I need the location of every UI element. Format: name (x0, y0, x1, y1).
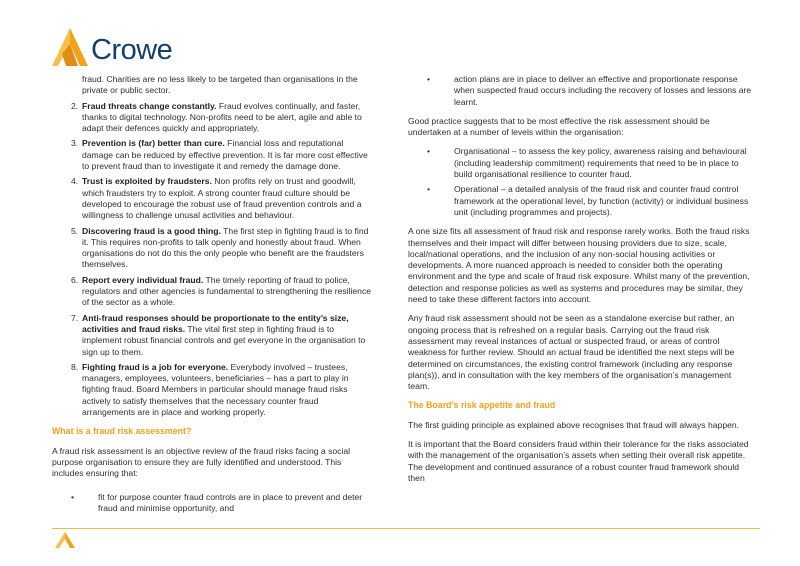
bullet-text: Organisational – to assess the key policy, awareness raising and behavioural (including leadership commitment) requirements that need to be in place to build organisational resilience to counter fraud. (454, 146, 747, 180)
list-item (52, 176, 372, 221)
bullet-icon: • (427, 184, 431, 195)
list-item-bold: Discovering fraud is a good thing. (82, 225, 221, 236)
list-item-text: Financial loss and reputational damage can be reduced by effective prevention. It is far more cost effective to prevent fraud than to investigate it and remedy the damage done. (82, 138, 368, 172)
list-number: 5. (71, 225, 79, 236)
left-column (52, 74, 372, 518)
list-item (52, 275, 372, 309)
list-item-text: Fraud evolves continually, and faster, thanks to digital technology. Non-profits need to be alert, agile and able to adapt their defences quickly and appropriately. (82, 100, 362, 134)
bullet-item (52, 492, 372, 515)
list-item (52, 226, 372, 271)
crowe-triangle-icon (52, 28, 88, 68)
paragraph: A one size fits all assessment of fraud risk and response rarely works. Both the fraud risks themselves and their impact will differ between housing providers due to size, scale, local/national operations, and the inclusion of any non-social housing activities or developments. A more nuanced approach is needed to consider both the operating environment and the type and scale of fraud risk exposure. Whilst many of the prevention, detection and response policies as well as systems and procedures may be similar, they need to take these different factors into account. (408, 226, 750, 305)
bullet-item (408, 184, 754, 218)
list-number: 7. (71, 312, 79, 323)
footer-crowe-icon (55, 532, 75, 548)
list-number: 2. (71, 100, 79, 111)
paragraph: Any fraud risk assessment should not be seen as a standalone exercise but rather, an ongoing process that is refreshed on a regular basis. Carrying out the fraud risk assessment may reveal instances of actual or suspected fraud, or areas of control weakness for further review. Should an actual fraud be identified the next steps will be determined on circumstances, the existing control framework (including any response plan(s)), and in consultation with the key members of the organisation’s management team. (408, 313, 735, 392)
right-column (408, 74, 754, 492)
bullet-text: action plans are in place to deliver an effective and proportionate response when suspected fraud occurs including the recovery of losses and lessons are learnt. (454, 74, 752, 107)
list-item-bold: Report every individual fraud. (82, 274, 204, 285)
list-number: 4. (71, 176, 79, 187)
list-number: 8. (71, 361, 79, 372)
paragraph: It is important that the Board considers fraud within their tolerance for the risks associated with the management of the organisation’s assets when setting their overall risk appetite. The development and continued assurance of a robust counter fraud framework should then (408, 439, 749, 483)
list-item-text: Non profits rely on trust and goodwill, which fraudsters try to exploit. A strong counter fraud culture should be developed to encourage the robust use of fraud prevention controls and a willingness to challenge unusal activities and behaviour. (82, 176, 362, 221)
paragraph: A fraud risk assessment is an objective review of the fraud risks facing a social purpose organisation to ensure they are fully identified and understood. This includes ensuring that: (52, 445, 351, 479)
bullet-item (408, 146, 754, 180)
paragraph: The first guiding principle as explained above recognises that fraud will always happen. (408, 419, 740, 430)
bullet-text: fit for purpose counter fraud controls are in place to prevent and deter fraud and minimise opportunity, and (98, 491, 363, 513)
list-item-text: The vital first step in fighting fraud is to implement robust financial controls and get everyone in the organisation to sign up to them. (82, 323, 366, 357)
list-item-text: The timely reporting of fraud to police, regulators and other agencies is fundamental to strengthening the resilience of the sector as a whole. (82, 274, 372, 308)
bullet-icon: • (427, 146, 431, 157)
footer-divider (52, 528, 760, 529)
bullet-text: Operational – a detailed analysis of the fraud risk and counter fraud control framework at the operational level, by function (activity) or individual business unit (including programmes and projects). (454, 184, 749, 217)
list-item (52, 313, 372, 358)
crowe-logo (58, 32, 208, 74)
bullet-item (408, 74, 754, 108)
list-item-text: The first step in fighting fraud is to find it. This requires non-profits to talk openly and honestly about fraud. When organisations do not do this the only people who benefit are the fraudsters themselves. (82, 225, 369, 270)
bullet-icon: • (427, 74, 431, 84)
list-item (52, 138, 372, 172)
section-heading: The Board’s risk appetite and fraud (408, 400, 556, 411)
list-item-bold: Fraud threats change constantly. (82, 100, 217, 111)
list-item (52, 101, 372, 135)
list-item-text: Everybody involved – trustees, managers, employees, volunteers, beneficiaries – has a part to play in fighting fraud. Board Members in particular should manage fraud risks actively to satisfy themselves that the necessary counter fraud arrangements are in place and working properly. (82, 361, 349, 418)
list-item (52, 362, 372, 418)
list-item-bold: Fighting fraud is a job for everyone. (82, 361, 229, 372)
list-item-bold: Trust is exploited by fraudsters. (82, 176, 212, 187)
list-item (52, 74, 372, 97)
list-item-text: fraud. Charities are no less likely to be targeted than organisations in the private or public sector. (82, 74, 358, 96)
section-heading: What is a fraud risk assessment? (52, 426, 192, 437)
list-item-bold: Prevention is (far) better than cure. (82, 138, 225, 149)
paragraph: Good practice suggests that to be most effective the risk assessment should be undertaken at a number of levels within the organisation: (408, 115, 710, 138)
list-item-bold: Anti-fraud responses should be proportionate to the entity’s size, activities and fraud risks. (82, 312, 349, 334)
bullet-icon: • (71, 491, 75, 502)
list-number: 3. (71, 138, 79, 149)
brand-name: Crowe (91, 34, 173, 66)
list-number: 6. (71, 274, 79, 285)
